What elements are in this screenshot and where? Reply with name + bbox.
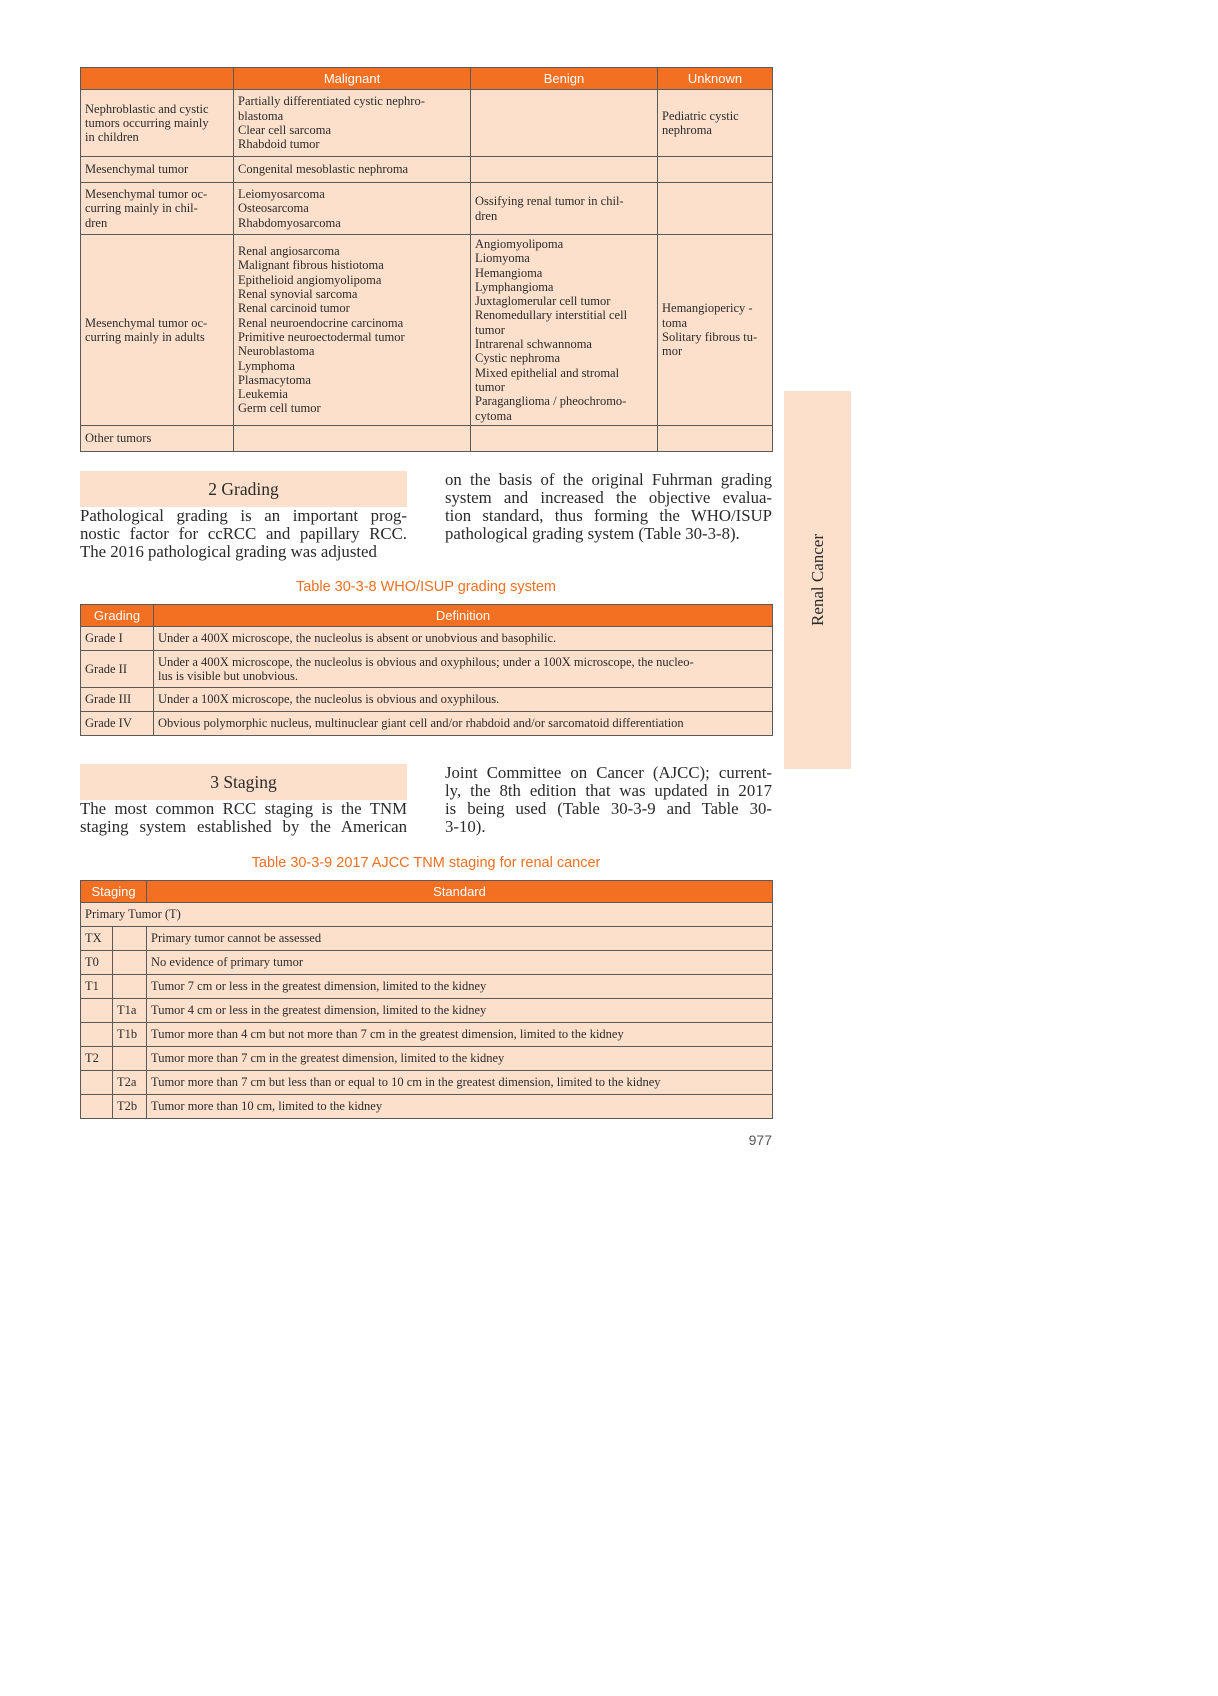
- header-cell: Definition: [154, 605, 773, 627]
- header-cell: Malignant: [234, 68, 471, 90]
- page-number: 977: [748, 1132, 772, 1148]
- table-row: [81, 975, 773, 999]
- cell-line: curring mainly in adults: [85, 329, 205, 344]
- table-group-row: [81, 903, 773, 927]
- substage-cell: [113, 951, 147, 975]
- staging-paragraph-left: [80, 800, 407, 836]
- tumor-classification-table: [80, 67, 773, 452]
- text-line: tion standard, thus forming the WHO/ISUP: [445, 506, 772, 525]
- standard-cell: No evidence of primary tumor: [147, 951, 773, 975]
- cell-line: blastoma: [238, 108, 284, 123]
- cell-line: Congenital mesoblastic nephroma: [238, 162, 409, 177]
- cell-line: Other tumors: [85, 431, 152, 446]
- malignant-cell: [234, 425, 471, 451]
- benign-cell: [471, 90, 658, 157]
- cell-line: Primitive neuroectodermal tumor: [238, 329, 405, 344]
- cell-line: Plasmacytoma: [238, 372, 311, 387]
- text-line: The most common RCC staging is the TNM: [80, 799, 407, 818]
- standard-cell: Tumor more than 10 cm, limited to the kidney: [147, 1095, 773, 1119]
- definition-cell: [154, 651, 773, 688]
- cell-line: Clear cell sarcoma: [238, 123, 332, 137]
- grading-table-caption: Table 30-3-8 WHO/ISUP grading system: [295, 579, 557, 595]
- header-cell: [81, 68, 234, 90]
- unknown-cell: [658, 183, 773, 235]
- table-row: [81, 157, 773, 183]
- table-header-row: [81, 605, 773, 627]
- substage-cell: T1b: [113, 1023, 147, 1047]
- substage-cell: [113, 1047, 147, 1071]
- text-line: Pathological grading is an important prog-: [80, 506, 407, 525]
- benign-cell: [471, 235, 658, 426]
- table-row: [81, 712, 773, 736]
- grading-paragraph-left: [80, 507, 407, 561]
- table-row: [81, 927, 773, 951]
- cell-line: Liomyoma: [475, 251, 530, 266]
- text-line: 3-10).: [445, 817, 486, 836]
- table-row: [81, 1047, 773, 1071]
- cell-line: Neuroblastoma: [238, 344, 315, 359]
- substage-cell: [113, 927, 147, 951]
- category-cell: [81, 90, 234, 157]
- cell-line: Hemangioma: [475, 265, 543, 280]
- standard-cell: Tumor 4 cm or less in the greatest dimension, limited to the kidney: [147, 999, 773, 1023]
- table-header-row: [81, 68, 773, 90]
- unknown-cell: [658, 157, 773, 183]
- benign-cell: [471, 425, 658, 451]
- stage-cell: T2: [81, 1047, 113, 1071]
- cell-line: nephroma: [662, 123, 712, 137]
- category-cell: [81, 425, 234, 451]
- malignant-cell: [234, 183, 471, 235]
- definition-cell: [154, 712, 773, 736]
- category-cell: [81, 183, 234, 235]
- cell-line: Ossifying renal tumor in chil-: [475, 194, 624, 209]
- table-row: [81, 951, 773, 975]
- stage-cell: [81, 1023, 113, 1047]
- cell-line: Rhabdomyosarcoma: [238, 215, 341, 230]
- cell-line: in children: [85, 130, 139, 145]
- text-line: ly, the 8th edition that was updated in 2017: [445, 781, 772, 800]
- cell-line: Mesenchymal tumor oc-: [85, 187, 208, 202]
- text-line: on the basis of the original Fuhrman grading: [445, 470, 772, 489]
- grade-cell: Grade IV: [81, 712, 154, 736]
- header-cell: Unknown: [658, 68, 773, 90]
- cell-line: dren: [85, 215, 108, 230]
- table-row: [81, 999, 773, 1023]
- stage-cell: [81, 999, 113, 1023]
- substage-cell: T2b: [113, 1095, 147, 1119]
- text-line: The 2016 pathological grading was adjusted: [80, 542, 377, 561]
- table-row: [81, 651, 773, 688]
- benign-cell: [471, 157, 658, 183]
- table-row: [81, 1095, 773, 1119]
- cell-line: Epithelioid angiomyolipoma: [238, 272, 382, 287]
- header-cell: Benign: [471, 68, 658, 90]
- cell-line: Lymphangioma: [475, 279, 554, 294]
- cell-line: Rhabdoid tumor: [238, 137, 320, 152]
- cell-line: tumor: [475, 322, 505, 337]
- standard-cell: Tumor 7 cm or less in the greatest dimension, limited to the kidney: [147, 975, 773, 999]
- text-line: is being used (Table 30-3-9 and Table 30-: [445, 799, 772, 818]
- section-heading-grading: 2 Grading: [80, 471, 407, 507]
- cell-line: Renomedullary interstitial cell: [475, 308, 628, 323]
- cell-line: Under a 100X microscope, the nucleolus is obvious and oxyphilous.: [158, 692, 500, 707]
- cell-line: Pediatric cystic: [662, 108, 739, 123]
- table-header-row: [81, 881, 773, 903]
- grade-cell: Grade I: [81, 627, 154, 651]
- substage-cell: T1a: [113, 999, 147, 1023]
- standard-cell: Tumor more than 4 cm but not more than 7 cm in the greatest dimension, limited to the kidney: [147, 1023, 773, 1047]
- benign-cell: [471, 183, 658, 235]
- cell-line: Leiomyosarcoma: [238, 187, 325, 202]
- header-cell: Staging: [81, 881, 147, 903]
- staging-table-caption: Table 30-3-9 2017 AJCC TNM staging for renal cancer: [251, 855, 601, 871]
- staging-paragraph-right: [445, 764, 772, 836]
- table-row: [81, 627, 773, 651]
- stage-cell: T1: [81, 975, 113, 999]
- cell-line: Renal synovial sarcoma: [238, 287, 358, 302]
- cell-line: tumor: [475, 379, 505, 394]
- table-row: [81, 688, 773, 712]
- stage-cell: T0: [81, 951, 113, 975]
- section-heading-staging: 3 Staging: [80, 764, 407, 800]
- group-label: Primary Tumor (T): [81, 903, 773, 927]
- table-row: [81, 1071, 773, 1095]
- cell-line: tumors occurring mainly: [85, 115, 209, 130]
- cell-line: Under a 400X microscope, the nucleolus is absent or unobvious and basophilic.: [158, 631, 557, 646]
- unknown-cell: [658, 235, 773, 426]
- cell-line: Mesenchymal tumor: [85, 162, 189, 177]
- chapter-label: Renal Cancer: [807, 533, 827, 627]
- unknown-cell: [658, 425, 773, 451]
- cell-line: Lymphoma: [238, 358, 295, 373]
- table-row: [81, 425, 773, 451]
- grade-cell: Grade III: [81, 688, 154, 712]
- text-line: Joint Committee on Cancer (AJCC); current-: [445, 763, 772, 782]
- cell-line: Renal angiosarcoma: [238, 244, 340, 259]
- cell-line: Mesenchymal tumor oc-: [85, 315, 208, 330]
- cell-line: dren: [475, 208, 498, 223]
- malignant-cell: [234, 157, 471, 183]
- standard-cell: Primary tumor cannot be assessed: [147, 927, 773, 951]
- table-row: [81, 90, 773, 157]
- definition-cell: [154, 627, 773, 651]
- standard-cell: Tumor more than 7 cm but less than or equal to 10 cm in the greatest dimension, limited to the kidney: [147, 1071, 773, 1095]
- cell-line: Angiomyolipoma: [475, 237, 564, 251]
- cell-line: Partially differentiated cystic nephro-: [238, 94, 425, 109]
- cell-line: Leukemia: [238, 387, 288, 402]
- cell-line: cytoma: [475, 408, 512, 423]
- cell-line: Under a 400X microscope, the nucleolus is obvious and oxyphilous; under a 100X microscope, the nucleo-: [158, 654, 694, 669]
- cell-line: Paraganglioma / pheochromo-: [475, 394, 627, 409]
- table-row: [81, 183, 773, 235]
- stage-cell: [81, 1071, 113, 1095]
- malignant-cell: [234, 235, 471, 426]
- unknown-cell: [658, 90, 773, 157]
- chapter-side-tab: [784, 391, 851, 769]
- header-cell: Standard: [147, 881, 773, 903]
- stage-cell: [81, 1095, 113, 1119]
- definition-cell: [154, 688, 773, 712]
- text-line: pathological grading system (Table 30-3-8).: [445, 524, 740, 543]
- ajcc-tnm-staging-table: [80, 880, 773, 1119]
- standard-cell: Tumor more than 7 cm in the greatest dimension, limited to the kidney: [147, 1047, 773, 1071]
- substage-cell: T2a: [113, 1071, 147, 1095]
- text-line: nostic factor for ccRCC and papillary RCC.: [80, 524, 407, 543]
- header-cell: Grading: [81, 605, 154, 627]
- cell-line: mor: [662, 344, 683, 359]
- cell-line: toma: [662, 315, 687, 330]
- cell-line: Malignant fibrous histiotoma: [238, 258, 384, 273]
- cell-line: lus is visible but unobvious.: [158, 669, 298, 683]
- text-line: system and increased the objective evalua-: [445, 488, 772, 507]
- cell-line: Germ cell tumor: [238, 401, 321, 416]
- cell-line: Mixed epithelial and stromal: [475, 365, 620, 380]
- cell-line: Cystic nephroma: [475, 351, 561, 366]
- grading-paragraph-right: [445, 471, 772, 543]
- cell-line: Obvious polymorphic nucleus, multinuclear giant cell and/or rhabdoid and/or sarcomatoid differentiation: [158, 716, 684, 731]
- cell-line: curring mainly in chil-: [85, 201, 198, 216]
- who-isup-grading-table: [80, 604, 773, 736]
- cell-line: Juxtaglomerular cell tumor: [475, 294, 611, 309]
- cell-line: Nephroblastic and cystic: [85, 101, 209, 116]
- malignant-cell: [234, 90, 471, 157]
- stage-cell: TX: [81, 927, 113, 951]
- grade-cell: Grade II: [81, 651, 154, 688]
- cell-line: Hemangiopericy -: [662, 301, 753, 316]
- text-line: staging system established by the American: [80, 817, 407, 836]
- cell-line: Renal carcinoid tumor: [238, 301, 350, 316]
- cell-line: Solitary fibrous tu-: [662, 329, 758, 344]
- cell-line: Osteosarcoma: [238, 201, 309, 216]
- category-cell: [81, 235, 234, 426]
- substage-cell: [113, 975, 147, 999]
- table-row: [81, 235, 773, 426]
- cell-line: Intrarenal schwannoma: [475, 337, 592, 352]
- cell-line: Renal neuroendocrine carcinoma: [238, 315, 404, 330]
- category-cell: [81, 157, 234, 183]
- table-row: [81, 1023, 773, 1047]
